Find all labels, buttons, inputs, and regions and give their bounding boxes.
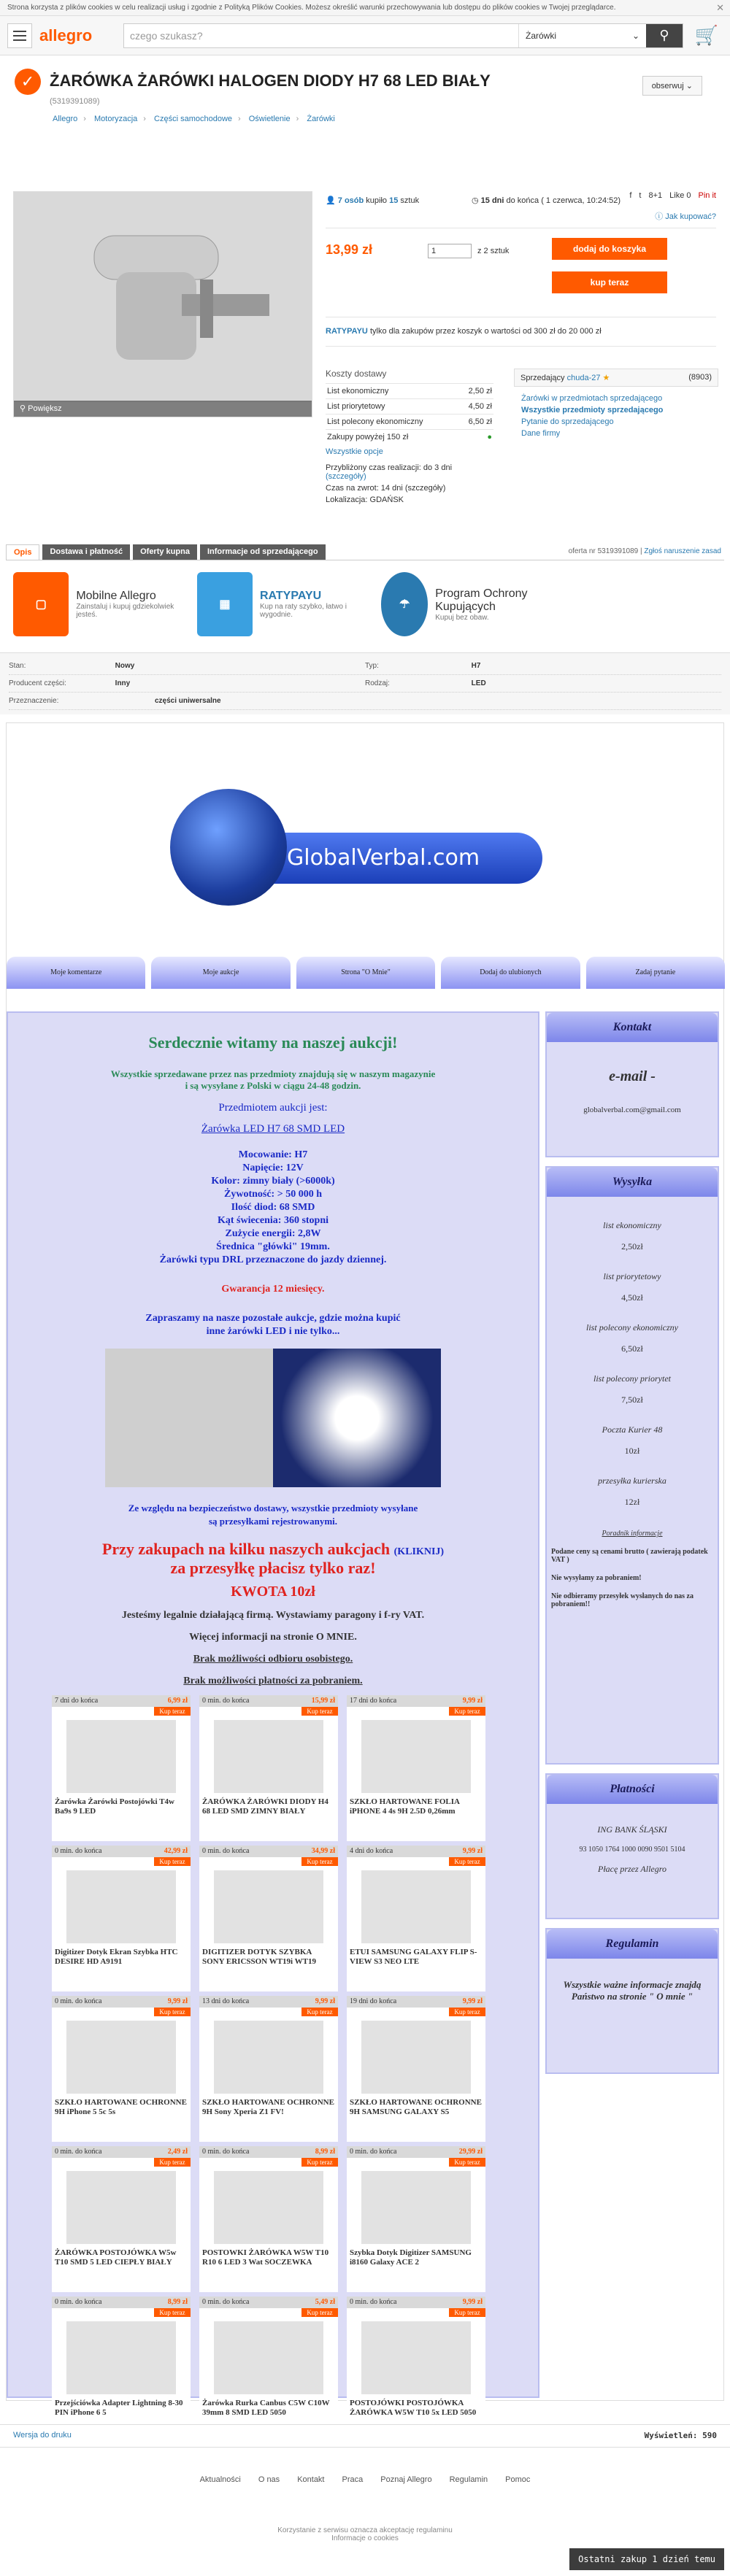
breadcrumb-item[interactable]: Części samochodowe (154, 115, 233, 123)
promo-protection[interactable]: ☂ Program Ochrony Kupujących Kupuj bez obaw. (381, 569, 549, 639)
views-count: Wyświetleń: 590 (644, 2431, 717, 2440)
price: 13,99 zł (326, 242, 373, 257)
like-button[interactable]: Like 0 (669, 191, 691, 200)
breadcrumb: Allegro › Motoryzacja › Części samochodowe › Oświetlenie › Żarówki (53, 115, 335, 123)
footer-bar (0, 2424, 730, 2448)
breadcrumb-item[interactable]: Żarówki (307, 115, 335, 123)
buy-now-button[interactable]: Kup teraz (449, 2158, 485, 2167)
category-select[interactable]: Żarówki ⌄ (518, 24, 646, 47)
welcome-heading: Serdecznie witamy na naszej aukcji! (148, 1033, 398, 1052)
tile-header: 0 min. do końca 8,99 zł (199, 2146, 338, 2158)
tile-image (361, 2321, 471, 2394)
tile-image (66, 2171, 176, 2244)
delivery-row: List polecony ekonomiczny 6,50 zł (326, 414, 493, 430)
seller-link[interactable]: Pytanie do sprzedającego (521, 417, 614, 426)
tile-header: 0 min. do końca 34,99 zł (199, 1846, 338, 1857)
product-image[interactable] (13, 191, 312, 417)
time-left: ◷ 15 dni do końca ( 1 czerwca, 10:24:52) (472, 196, 621, 205)
tile-image (66, 1870, 176, 1943)
title-row (0, 55, 730, 96)
tile-header: 13 dni do końca 9,99 zł (199, 1996, 338, 2008)
delivery-row: Zakupy powyżej 150 zł ● (326, 430, 493, 445)
cookie-text: Strona korzysta z plików cookies w celu realizacji usług i zgodnie z Polityką Plików Cookies. Możesz określić warunki przechowywania lub dostępu do plików cookies w Twojej przeglądarce. (7, 4, 616, 12)
buy-now-button[interactable]: Kup teraz (449, 2308, 485, 2317)
promo-ratypay[interactable]: ▦ RATYPAYU Kup na raty szybko, łatwo i wygodnie. (197, 569, 365, 639)
info-icon: ⓘ (655, 212, 664, 221)
seller-link[interactable]: Dane firmy (521, 429, 561, 438)
tile-title: Digitizer Dotyk Ekran Szybka HTC DESIRE HD A9191 (55, 1948, 178, 1966)
all-options-link[interactable]: Wszystkie opcje (326, 447, 383, 456)
footer-link[interactable]: Kontakt (297, 2475, 325, 2484)
auction-tile[interactable] (347, 2146, 485, 2292)
search-button[interactable] (646, 24, 683, 47)
tab-seller-info[interactable]: Informacje od sprzedającego (200, 544, 326, 560)
kwota: KWOTA 10zł (231, 1584, 315, 1600)
tile-image (66, 2021, 176, 2094)
ratypay-info: RATYPAYU tylko dla zakupów przez koszyk o wartości od 300 zł do 20 000 zł (326, 327, 602, 336)
tile-title: POSTOJÓWKI POSTOJÓWKA ŻARÓWKA W5W T10 5x LED 5050 (350, 2399, 477, 2417)
footer-link[interactable]: Poznaj Allegro (380, 2475, 432, 2484)
photo-lit (273, 1349, 441, 1487)
delivery-header: Koszty dostawy (326, 369, 387, 379)
tile-image (361, 1870, 471, 1943)
param-row: Przeznaczenie: części uniwersalne (9, 693, 721, 710)
buyers-stat: 👤 7 osób kupiło 15 sztuk (326, 196, 420, 205)
parameters-table (0, 652, 730, 714)
footer-link[interactable]: Aktualności (199, 2475, 241, 2484)
cookie-banner (0, 0, 730, 16)
banner-text: GlobalVerbal.com (214, 833, 542, 884)
cart-icon[interactable]: 🛒 (694, 24, 719, 46)
bulb-image (14, 192, 312, 402)
top-bar (0, 16, 730, 55)
tile-image (361, 1720, 471, 1793)
footer-link[interactable]: O nas (258, 2475, 280, 2484)
auction-tile[interactable] (52, 2146, 191, 2292)
auction-tile[interactable] (199, 1996, 338, 2142)
promo-mobile[interactable]: ▢ Mobilne Allegro Zainstaluj i kupuj gdziekolwiek jesteś. (13, 569, 181, 639)
nav-about[interactable]: Strona "O Mnie" (296, 957, 435, 989)
other-auctions-grid (52, 1695, 490, 2442)
copyright: Korzystanie z serwisu oznacza akceptację regulaminu Informacje o cookies (0, 2526, 730, 2542)
tile-image (66, 2321, 176, 2394)
photo-bulb (105, 1349, 273, 1487)
tile-header: 7 dni do końca 6,99 zł (52, 1695, 191, 1707)
auction-tile[interactable] (347, 2297, 485, 2442)
invite: Zapraszamy na nasze pozostałe aukcje, gdzie można kupić inne żarówki LED i nie tylko... (145, 1313, 401, 1337)
facebook-icon[interactable]: f (629, 191, 632, 200)
subject: Żarówka LED H7 68 SMD LED (201, 1123, 345, 1135)
tab-description[interactable]: Opis (6, 544, 39, 560)
buy-now-button[interactable]: Kup teraz (449, 2008, 485, 2016)
search-input[interactable]: czego szukasz? (124, 24, 518, 47)
allegro-icon: ▢ (13, 572, 69, 636)
auction-tile[interactable] (52, 1996, 191, 2142)
tile-header: 19 dni do końca 9,99 zł (347, 1996, 485, 2008)
tile-title: SZKŁO HARTOWANE OCHRONNE 9H Sony Xperia Z1 FV! (202, 2098, 334, 2116)
no-pickup: Brak możliwości odbioru osobistego. (193, 1654, 353, 1665)
tile-header: 0 min. do końca 9,99 zł (52, 1996, 191, 2008)
observe-button[interactable]: obserwuj ⌄ (642, 76, 702, 96)
tile-header: 17 dni do końca 9,99 zł (347, 1695, 485, 1707)
product-photos (8, 1349, 538, 1487)
print-link[interactable]: Wersja do druku (13, 2431, 72, 2440)
tile-title: ŻARÓWKA POSTOJÓWKA W5w T10 SMD 5 LED CIEPŁY BIAŁY (55, 2248, 177, 2267)
item-id: (5319391089) (50, 97, 100, 106)
auction-tile[interactable] (199, 2146, 338, 2292)
auction-tile[interactable] (52, 1695, 191, 1841)
regulamin-box: Regulamin Wszystkie ważne informacje znajdą Państwo na stronie " O mnie " (545, 1928, 719, 2074)
tab-offers[interactable]: Oferty kupna (133, 544, 197, 560)
buy-now-button[interactable]: Kup teraz (154, 2008, 191, 2016)
tile-header: 0 min. do końca 5,49 zł (199, 2297, 338, 2308)
location: Lokalizacja: GDAŃSK (326, 495, 404, 504)
nav-favorites[interactable]: Dodaj do ulubionych (441, 957, 580, 989)
close-icon[interactable]: ✕ (716, 2, 724, 13)
umbrella-icon: ☂ (381, 572, 428, 636)
search-icon: ⚲ (659, 28, 669, 42)
breadcrumb-item[interactable]: Motoryzacja (93, 115, 138, 123)
seller-link[interactable]: Wszystkie przedmioty sprzedającego (521, 406, 664, 414)
buy-now-button[interactable]: Kup teraz (154, 1857, 191, 1866)
shipping-note: Wszystkie sprzedawane przez nas przedmioty znajdują się w naszym magazynie i są wysyłane z Polski w ciągu 24-48 godzin. (110, 1068, 436, 1091)
tile-title: Żarówka Żarówki Postojówki T4w Ba9s 9 LED (55, 1797, 174, 1816)
multi-buy: Przy zakupach na kilku naszych aukcjach (KLIKNIJ) za przesyłkę płacisz tylko raz! (101, 1540, 445, 1577)
free-icon: ● (487, 433, 492, 441)
auction-tile[interactable] (347, 1996, 485, 2142)
how-to-buy-link[interactable]: ⓘ Jak kupować? (655, 212, 716, 221)
buy-now-button[interactable]: Kup teraz (301, 2308, 338, 2317)
buy-now-button[interactable]: Kup teraz (301, 1857, 338, 1866)
tile-title: POSTOWKI ŻARÓWKA W5W T10 R10 6 LED 3 Wat SOCZEWKA (202, 2248, 329, 2267)
details-link[interactable]: (szczegóły) (326, 472, 366, 481)
buy-now-button[interactable]: Kup teraz (301, 2008, 338, 2016)
auction-tile[interactable] (199, 1695, 338, 1841)
tile-header: 0 min. do końca 15,99 zł (199, 1695, 338, 1707)
param-row: Stan: Nowy Typ: H7 (9, 658, 721, 675)
delivery-row: List priorytetowy 4,50 zł (326, 399, 493, 414)
tile-image (66, 1720, 176, 1793)
subject-header: Przedmiotem aukcji jest: (218, 1102, 328, 1114)
delivery-time: Przybliżony czas realizacji: do 3 dni (326, 463, 453, 472)
report-link[interactable]: Zgłoś naruszenie zasad (644, 547, 721, 555)
add-to-cart-button[interactable]: dodaj do koszyka (552, 238, 667, 260)
auction-tile[interactable] (199, 2297, 338, 2442)
tile-header: 4 dni do końca 9,99 zł (347, 1846, 485, 1857)
tile-title: Przejściówka Adapter Lightning 8-30 PIN iPhone 6 5 (55, 2399, 183, 2417)
return-time: Czas na zwrot: 14 dni (szczegóły) (326, 484, 446, 493)
cookies-link[interactable]: Informacje o cookies (331, 2534, 399, 2542)
search-bar (123, 23, 683, 48)
email[interactable]: globalverbal.com@gmail.com (583, 1106, 681, 1114)
tile-header: 0 min. do końca 9,99 zł (347, 2297, 485, 2308)
seller-info[interactable]: Sprzedający chuda-27 ★ (8903) (514, 369, 718, 387)
quantity-input[interactable]: 1 (428, 244, 472, 258)
tile-title: SZKŁO HARTOWANE OCHRONNE 9H iPhone 5 5c 5s (55, 2098, 187, 2116)
seller-nav (7, 957, 725, 989)
buy-now-button[interactable]: Kup teraz (449, 1707, 485, 1716)
nav-comments[interactable]: Moje komentarze (7, 957, 145, 989)
warranty: Gwarancja 12 miesięcy. (221, 1284, 325, 1295)
calculator-icon: ▦ (197, 572, 253, 636)
legal: Jesteśmy legalnie działającą firmą. Wystawiamy paragony i f-ry VAT. (121, 1610, 425, 1621)
auction-tile[interactable] (52, 1846, 191, 1991)
zoom-button[interactable]: ⚲ Powiększ (14, 401, 312, 417)
tile-image (214, 2021, 323, 2094)
description-sidebar (545, 1011, 719, 2083)
description (6, 722, 724, 2417)
nav-ask[interactable]: Zadaj pytanie (586, 957, 725, 989)
auction-tile[interactable] (199, 1846, 338, 1991)
footer-links (0, 2475, 730, 2484)
auction-tile[interactable] (347, 1846, 485, 1991)
buy-now-button[interactable]: kup teraz (552, 271, 667, 293)
delivery-row: List ekonomiczny 2,50 zł (326, 384, 493, 399)
tile-image (214, 1870, 323, 1943)
auction-tile[interactable] (347, 1695, 485, 1841)
quantity-of: z 2 sztuk (477, 247, 510, 255)
platnosci-box: Płatności ING BANK ŚLĄSKI 93 1050 1764 1000 0090 9501 5104 Płacę przez Allegro (545, 1773, 719, 1919)
tile-image (214, 2171, 323, 2244)
buy-now-button[interactable]: Kup teraz (154, 2308, 191, 2317)
last-purchase-badge: Ostatni zakup 1 dzień temu (569, 2548, 724, 2570)
footer-link[interactable]: Praca (342, 2475, 364, 2484)
promo-row (13, 569, 549, 639)
param-row: Producent części: Inny Rodzaj: LED (9, 675, 721, 693)
tile-image (214, 1720, 323, 1793)
buy-now-button[interactable]: Kup teraz (154, 2158, 191, 2167)
tile-title: SZKŁO HARTOWANE OCHRONNE 9H SAMSUNG GALAXY S5 (350, 2098, 482, 2116)
description-main (7, 1011, 539, 2417)
twitter-icon[interactable]: t (639, 191, 642, 200)
check-icon: ✓ (15, 69, 41, 95)
tile-header: 0 min. do końca 29,99 zł (347, 2146, 485, 2158)
more-info: Więcej informacji na stronie O MNIE. (189, 1632, 357, 1643)
buy-now-button[interactable]: Kup teraz (301, 2158, 338, 2167)
kontakt-box: Kontakt e-mail - globalverbal.com@gmail.com (545, 1011, 719, 1157)
breadcrumb-item[interactable]: Oświetlenie (248, 115, 291, 123)
globe-icon (170, 789, 287, 906)
tile-header: 0 min. do końca 2,49 zł (52, 2146, 191, 2158)
tile-image (361, 2021, 471, 2094)
delivery-costs (326, 369, 501, 504)
tile-title: SZKŁO HARTOWANE FOLIA iPHONE 4 4s 9H 2.5D 0,26mm (350, 1797, 460, 1816)
page-title: ŻARÓWKA ŻARÓWKI HALOGEN DIODY H7 68 LED BIAŁY (50, 72, 491, 90)
nav-auctions[interactable]: Moje aukcje (151, 957, 290, 989)
no-cod: Brak możliwości płatności za pobraniem. (183, 1675, 363, 1686)
buy-now-button[interactable]: Kup teraz (301, 1707, 338, 1716)
tile-title: Żarówka Rurka Canbus C5W C10W 39mm 8 SMD LED 5050 (202, 2399, 330, 2417)
offer-number: oferta nr 5319391089 | Zgłoś naruszenie zasad (568, 547, 721, 555)
seller-box (514, 369, 718, 439)
buy-now-button[interactable]: Kup teraz (154, 1707, 191, 1716)
tile-image (214, 2321, 323, 2394)
social-share (629, 191, 716, 200)
tile-header: 0 min. do końca 8,99 zł (52, 2297, 191, 2308)
pin-button[interactable]: Pin it (698, 191, 716, 200)
footer-link[interactable]: Pomoc (505, 2475, 531, 2484)
tile-title: DIGITIZER DOTYK SZYBKA SONY ERICSSON WT19i WT19 (202, 1948, 316, 1966)
menu-icon[interactable] (7, 23, 32, 48)
tile-title: ETUI SAMSUNG GALAXY FLIP S-VIEW S3 NEO LTE (350, 1948, 477, 1966)
seller-link[interactable]: Żarówki w przedmiotach sprzedającego (521, 394, 663, 403)
breadcrumb-item[interactable]: Allegro (53, 115, 78, 123)
wysylka-box: Wysyłka list ekonomiczny 2,50zł list priorytetowy 4,50zł list polecony ekonomiczny 6,50zł list polecony priorytet 7,50zł Poczta Kurier 48 10zł przesyłka kurierska 12zł Poradnik informacje Podane ceny są cenami brutto ( zawierają podatek VAT ) Nie wysyłamy za pobraniem! Nie odbieramy przesyłek wysłanych do nas za pobraniem!! (545, 1166, 719, 1765)
gplus-button[interactable]: 8+1 (648, 191, 663, 200)
logo[interactable]: allegro (39, 26, 93, 45)
safety: Ze względu na bezpieczeństwo dostawy, wszystkie przedmioty wysyłane są przesyłkami rejestrowanymi. (128, 1503, 418, 1527)
star-icon: ★ (602, 374, 610, 382)
auction-tile[interactable] (52, 2297, 191, 2442)
spec-list: Mocowanie: H7 Napięcie: 12V Kolor: zimny biały (>6000k) Żywotność: > 50 000 h Ilość diod: 68 SMD Kąt świecenia: 360 stopni Zużycie energii: 2,8W Średnica "główki" 19mm. Żarówki typu DRL przeznaczone do jazdy dziennej. (159, 1149, 387, 1265)
globalverbal-banner (170, 767, 542, 913)
footer-link[interactable]: Regulamin (449, 2475, 488, 2484)
tile-title: ŻARÓWKA ŻARÓWKI DIODY H4 68 LED SMD ZIMNY BIAŁY (202, 1797, 328, 1816)
click-link[interactable]: (KLIKNIJ) (393, 1546, 445, 1557)
tile-title: Szybka Dotyk Digitizer SAMSUNG i8160 Galaxy ACE 2 (350, 2248, 472, 2267)
tile-image (361, 2171, 471, 2244)
buy-now-button[interactable]: Kup teraz (449, 1857, 485, 1866)
tab-delivery[interactable]: Dostawa i płatność (42, 544, 130, 560)
tile-header: 0 min. do końca 42,99 zł (52, 1846, 191, 1857)
